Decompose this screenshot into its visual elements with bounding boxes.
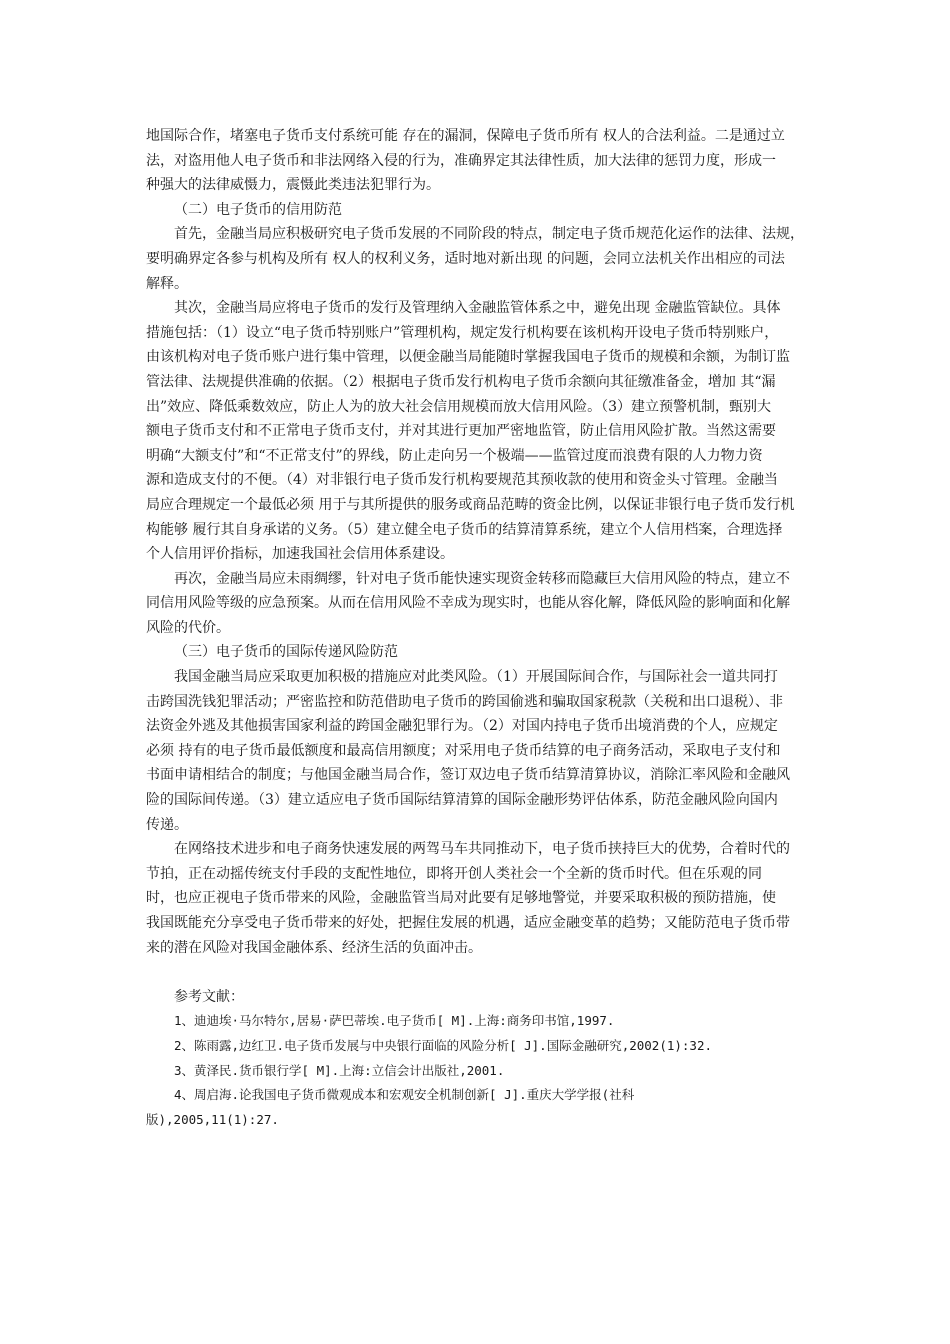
text-line: 我国既能充分享受电子货币带来的好处，把握住发展的机遇，适应金融变革的趋势；又能防范电子货币带 <box>146 915 790 931</box>
text-line: 我国金融当局应采取更加积极的措施应对此类风险。（1）开展国际间合作，与国际社会一道共同打 <box>174 669 778 686</box>
text-line: 首先，金融当局应积极研究电子货币发展的不同阶段的特点，制定电子货币规范化运作的法律、法规， <box>174 226 804 243</box>
references-list <box>146 1009 811 1132</box>
text-line: 再次，金融当局应未雨绸缪，针对电子货币能快速实现资金转移而隐藏巨大信用风险的特点，建立不 <box>174 570 790 587</box>
document-page <box>146 124 811 1132</box>
text-line: 要明确界定各参与机构及所有 权人的权利义务，适时地对新出现 的问题，会同立法机关作出相应的司法 <box>146 250 785 267</box>
text-line: 局应合理规定一个最低必须 用于与其所提供的服务或商品范畴的资金比例，以保证非银行电子货币发行机 <box>146 496 795 513</box>
text-line: （三）电子货币的国际传递风险防范 <box>174 644 398 661</box>
text-line: 解释。 <box>146 275 188 292</box>
text-line: 同信用风险等级的应急预案。从而在信用风险不幸成为现实时，也能从容化解，降低风险的影响面和化解 <box>146 595 790 612</box>
reference-item: 版),2005,11(1):27. <box>146 1111 279 1127</box>
text-line: 种强大的法律威慑力，震慑此类违法犯罪行为。 <box>146 177 440 194</box>
text-line: 由该机构对电子货币账户进行集中管理，以便金融当局能随时掌握我国电子货币的规模和余额，为制订监 <box>146 349 790 366</box>
text-line: 书面申请相结合的制度；与他国金融当局合作，签订双边电子货币结算清算协议，消除汇率风险和金融风 <box>146 767 790 784</box>
text-line: 构能够 履行其自身承诺的义务。（5）建立健全电子货币的结算清算系统，建立个人信用档案，合理选择 <box>146 521 783 538</box>
references-heading: 参考文献： <box>174 988 244 1005</box>
text-line: 传递。 <box>146 816 188 833</box>
text-line: （二）电子货币的信用防范 <box>174 201 342 218</box>
reference-item: 4、周启海.论我国电子货币微观成本和宏观安全机制创新[ J].重庆大学学报(社科 <box>174 1087 635 1103</box>
text-line: 地国际合作，堵塞电子货币支付系统可能 存在的漏洞，保障电子货币所有 权人的合法利益。二是通过立 <box>146 128 785 144</box>
text-line: 击跨国洗钱犯罪活动；严密监控和防范借助电子货币的跨国偷逃和骗取国家税款（关税和出口退税）、非 <box>146 693 783 710</box>
text-line: 管法律、法规提供准确的依据。（2）根据电子货币发行机构电子货币余额向其征缴准备金，增加 其“漏 <box>146 373 776 390</box>
reference-item: 2、陈雨露,边红卫.电子货币发展与中央银行面临的风险分析[ J].国际金融研究,2002(1):32. <box>174 1037 713 1053</box>
reference-item: 3、黄泽民.货币银行学[ M].上海:立信会计出版社,2001. <box>174 1062 505 1078</box>
text-line: 必须 持有的电子货币最低额度和最高信用额度；对采用电子货币结算的电子商务活动，采取电子支付和 <box>146 742 781 759</box>
text-line: 来的潜在风险对我国金融体系、经济生活的负面冲击。 <box>146 939 482 956</box>
text-line: 个人信用评价指标，加速我国社会信用体系建设。 <box>146 546 454 563</box>
text-line: 额电子货币支付和不正常电子货币支付，并对其进行更加严密地监管，防止信用风险扩散。当然这需要 <box>146 423 776 440</box>
text-line: 节拍，正在动摇传统支付手段的支配性地位，即将开创人类社会一个全新的货币时代。但在乐观的同 <box>146 865 762 882</box>
text-line: 风险的代价。 <box>146 619 230 636</box>
text-line: 时，也应正视电子货币带来的风险，金融监管当局对此要有足够地警觉，并要采取积极的预防措施，使 <box>146 890 776 907</box>
section-gap <box>146 960 811 985</box>
text-line: 出”效应、降低乘数效应，防止人为的放大社会信用规模而放大信用风险。（3）建立预警机制，甄别大 <box>146 398 772 415</box>
text-line: 法资金外逃及其他损害国家利益的跨国金融犯罪行为。（2）对国内持电子货币出境消费的个人，应规定 <box>146 718 778 735</box>
text-line: 明确“大额支付”和“不正常支付”的界线，防止走向另一个极端——监管过度而浪费有限的人力物力资 <box>146 447 763 464</box>
text-line: 在网络技术进步和电子商务快速发展的两驾马车共同推动下，电子货币挟持巨大的优势，合着时代的 <box>174 841 790 858</box>
body-text <box>146 124 811 960</box>
reference-item: 1、迪迪埃·马尔特尔,居易·萨巴蒂埃.电子货币[ M].上海:商务印书馆,1997. <box>174 1013 615 1029</box>
text-line: 险的国际间传递。（3）建立适应电子货币国际结算清算的国际金融形势评估体系，防范金融风险向国内 <box>146 792 778 809</box>
text-line: 其次，金融当局应将电子货币的发行及管理纳入金融监管体系之中，避免出现 金融监管缺位。具体 <box>174 300 781 317</box>
text-line: 源和造成支付的不便。（4）对非银行电子货币发行机构要规范其预收款的使用和资金头寸管理。金融当 <box>146 472 778 489</box>
text-line: 法，对盗用他人电子货币和非法网络入侵的行为，准确界定其法律性质，加大法律的惩罚力度，形成一 <box>146 152 776 169</box>
text-line: 措施包括：（1）设立“电子货币特别账户”管理机构，规定发行机构要在该机构开设电子货币特别账户， <box>146 324 779 341</box>
